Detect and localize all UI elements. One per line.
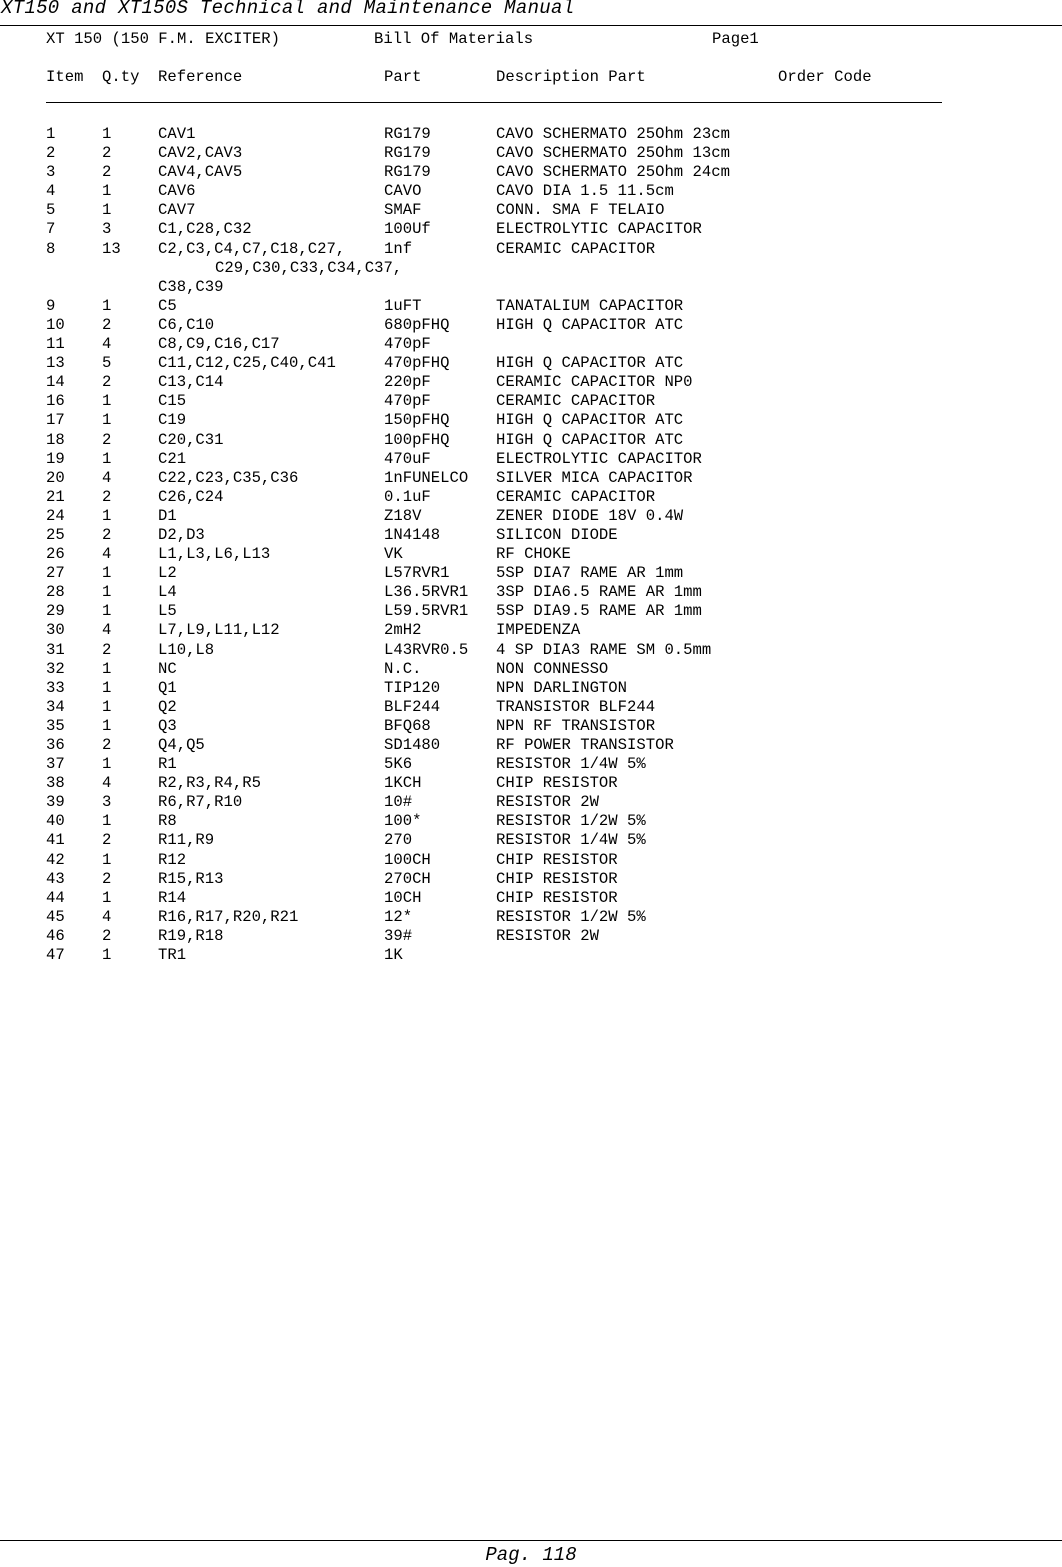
cell-item: 13	[46, 354, 65, 373]
cell-part: TIP120	[384, 678, 441, 697]
cell-qty: 2	[102, 831, 112, 850]
cell-qty: 1	[102, 678, 112, 697]
cell-description: 5SP DIA9.5 RAME AR 1mm	[496, 602, 702, 621]
cell-reference: C19	[158, 411, 187, 430]
cell-qty: 1	[102, 564, 112, 583]
cell-qty: 4	[102, 621, 112, 640]
table-row	[0, 812, 1062, 831]
cell-description: CONN. SMA F TELAIO	[496, 201, 665, 220]
cell-qty: 1	[102, 182, 112, 201]
cell-reference: R8	[158, 812, 177, 831]
bom-assembly-name: XT 150 (150 F.M. EXCITER)	[46, 30, 280, 48]
cell-qty: 1	[102, 946, 112, 965]
cell-description: RESISTOR 1/2W 5%	[496, 812, 646, 831]
table-row	[0, 564, 1062, 583]
cell-reference: CAV6	[158, 182, 196, 201]
cell-qty: 2	[102, 640, 112, 659]
cell-description: CERAMIC CAPACITOR	[496, 392, 656, 411]
bom-title: Bill Of Materials	[374, 30, 534, 48]
cell-reference: CAV2,CAV3	[158, 144, 243, 163]
cell-qty: 1	[102, 755, 112, 774]
cell-part: L43RVR0.5	[384, 640, 469, 659]
table-row	[0, 411, 1062, 430]
cell-reference: R15,R13	[158, 869, 224, 888]
table-row	[0, 641, 1062, 660]
cell-part: 1K	[384, 946, 403, 965]
cell-part: SMAF	[384, 201, 422, 220]
cell-item: 34	[46, 697, 65, 716]
cell-part: BFQ68	[384, 716, 431, 735]
cell-reference: C22,C23,C35,C36	[158, 468, 299, 487]
table-row	[0, 450, 1062, 469]
table-row	[0, 526, 1062, 545]
cell-item: 39	[46, 793, 65, 812]
cell-item: 37	[46, 755, 65, 774]
cell-description: 4 SP DIA3 RAME SM 0.5mm	[496, 640, 712, 659]
cell-qty: 3	[102, 793, 112, 812]
cell-part: L36.5RVR1	[384, 583, 469, 602]
cell-item: 5	[46, 201, 56, 220]
table-row	[0, 946, 1062, 965]
cell-description: NPN DARLINGTON	[496, 678, 628, 697]
cell-reference: D1	[158, 506, 177, 525]
cell-qty: 4	[102, 774, 112, 793]
cell-item: 42	[46, 850, 65, 869]
cell-qty: 2	[102, 736, 112, 754]
cell-reference: R14	[158, 888, 187, 907]
page-number: Pag. 118	[485, 1544, 577, 1566]
cell-description: CAVO SCHERMATO 25Ohm 13cm	[496, 144, 730, 163]
cell-part: 1KCH	[384, 774, 422, 793]
cell-item: 19	[46, 449, 65, 468]
cell-part: 1uFT	[384, 296, 422, 315]
cell-reference: L2	[158, 564, 177, 583]
cell-description: RF CHOKE	[496, 545, 571, 564]
cell-description: CAVO DIA 1.5 11.5cm	[496, 182, 674, 201]
cell-part: 100Uf	[384, 220, 431, 239]
table-row	[0, 908, 1062, 927]
cell-part: 470pFHQ	[384, 354, 450, 373]
table-row	[0, 488, 1062, 507]
cell-part: SD1480	[384, 736, 441, 754]
cell-qty: 1	[102, 812, 112, 831]
cell-qty: 1	[102, 506, 112, 525]
cell-part: 0.1uF	[384, 487, 431, 506]
cell-reference: L1,L3,L6,L13	[158, 545, 271, 564]
cell-item: 36	[46, 736, 65, 754]
cell-part: N.C.	[384, 659, 422, 678]
cell-item: 16	[46, 392, 65, 411]
cell-reference: C8,C9,C16,C17	[158, 335, 280, 354]
cell-description: CERAMIC CAPACITOR NP0	[496, 373, 693, 392]
cell-qty: 1	[102, 602, 112, 621]
table-row-continuation	[0, 278, 1062, 297]
cell-reference: Q2	[158, 697, 177, 716]
cell-item: 11	[46, 335, 65, 354]
cell-description: 5SP DIA7 RAME AR 1mm	[496, 564, 684, 583]
cell-reference: CAV7	[158, 201, 196, 220]
table-row	[0, 297, 1062, 316]
cell-part: 2mH2	[384, 621, 422, 640]
cell-qty: 2	[102, 144, 112, 163]
cell-item: 2	[46, 144, 56, 163]
table-row	[0, 851, 1062, 870]
cell-item: 7	[46, 220, 56, 239]
table-row	[0, 373, 1062, 392]
bom-table-body	[0, 125, 1062, 965]
cell-qty: 1	[102, 583, 112, 602]
cell-description: NON CONNESSO	[496, 659, 609, 678]
cell-description: ZENER DIODE 18V 0.4W	[496, 506, 684, 525]
cell-item: 40	[46, 812, 65, 831]
cell-reference: C5	[158, 296, 177, 315]
cell-reference: R12	[158, 850, 187, 869]
table-header	[0, 68, 1062, 88]
cell-description: CERAMIC CAPACITOR	[496, 487, 656, 506]
table-row	[0, 793, 1062, 812]
column-header-part: Part	[384, 68, 422, 86]
cell-item: 21	[46, 487, 65, 506]
table-row	[0, 602, 1062, 621]
cell-description: RESISTOR 2W	[496, 926, 599, 945]
cell-reference: C21	[158, 449, 187, 468]
cell-qty: 2	[102, 430, 112, 449]
table-row	[0, 927, 1062, 946]
cell-qty: 2	[102, 525, 112, 544]
cell-item: 35	[46, 716, 65, 735]
table-row	[0, 469, 1062, 488]
cell-part: L59.5RVR1	[384, 602, 469, 621]
cell-item: 18	[46, 430, 65, 449]
cell-qty: 1	[102, 716, 112, 735]
cell-item: 25	[46, 525, 65, 544]
cell-qty: 2	[102, 487, 112, 506]
table-row	[0, 755, 1062, 774]
cell-description: CAVO SCHERMATO 25Ohm 23cm	[496, 125, 730, 143]
cell-item: 38	[46, 774, 65, 793]
cell-description: CAVO SCHERMATO 25Ohm 24cm	[496, 163, 730, 182]
table-row	[0, 125, 1062, 144]
table-row	[0, 431, 1062, 450]
cell-part: Z18V	[384, 506, 422, 525]
cell-part: RG179	[384, 144, 431, 163]
cell-qty: 4	[102, 545, 112, 564]
cell-item: 27	[46, 564, 65, 583]
cell-item: 3	[46, 163, 56, 182]
cell-reference: NC	[158, 659, 177, 678]
table-row	[0, 545, 1062, 564]
cell-description: CERAMIC CAPACITOR	[496, 239, 656, 258]
cell-part: 100pFHQ	[384, 430, 450, 449]
cell-item: 43	[46, 869, 65, 888]
table-row	[0, 889, 1062, 908]
cell-description: RESISTOR 1/4W 5%	[496, 755, 646, 774]
table-row	[0, 392, 1062, 411]
cell-qty: 1	[102, 392, 112, 411]
cell-description: HIGH Q CAPACITOR ATC	[496, 315, 684, 334]
header-divider	[46, 102, 942, 103]
cell-part: 150pFHQ	[384, 411, 450, 430]
cell-description: SILVER MICA CAPACITOR	[496, 468, 693, 487]
table-row	[0, 736, 1062, 755]
cell-reference: C2,C3,C4,C7,C18,C27,	[158, 239, 346, 258]
cell-reference: L7,L9,L11,L12	[158, 621, 280, 640]
cell-qty: 1	[102, 411, 112, 430]
cell-part: 100CH	[384, 850, 431, 869]
cell-part: 10CH	[384, 888, 422, 907]
cell-qty: 1	[102, 888, 112, 907]
table-row	[0, 240, 1062, 259]
cell-item: 1	[46, 125, 56, 143]
table-row	[0, 220, 1062, 239]
page-footer	[0, 1540, 1062, 1567]
cell-part: 12*	[384, 907, 413, 926]
cell-description: RESISTOR 1/4W 5%	[496, 831, 646, 850]
cell-description: HIGH Q CAPACITOR ATC	[496, 430, 684, 449]
table-row	[0, 698, 1062, 717]
cell-item: 44	[46, 888, 65, 907]
cell-item: 28	[46, 583, 65, 602]
cell-item: 30	[46, 621, 65, 640]
cell-reference: Q1	[158, 678, 177, 697]
cell-item: 29	[46, 602, 65, 621]
cell-description: 3SP DIA6.5 RAME AR 1mm	[496, 583, 702, 602]
cell-reference: C26,C24	[158, 487, 224, 506]
cell-qty: 2	[102, 869, 112, 888]
cell-qty: 2	[102, 315, 112, 334]
cell-part: 680pFHQ	[384, 315, 450, 334]
cell-reference: L4	[158, 583, 177, 602]
cell-description: CHIP RESISTOR	[496, 850, 618, 869]
cell-item: 26	[46, 545, 65, 564]
cell-reference: C6,C10	[158, 315, 215, 334]
column-header-order-code: Order Code	[778, 68, 872, 86]
cell-part: CAVO	[384, 182, 422, 201]
cell-qty: 1	[102, 296, 112, 315]
cell-reference: R1	[158, 755, 177, 774]
cell-reference: C20,C31	[158, 430, 224, 449]
cell-reference: R11,R9	[158, 831, 215, 850]
cell-part: 270CH	[384, 869, 431, 888]
cell-item: 9	[46, 296, 56, 315]
cell-description: CHIP RESISTOR	[496, 774, 618, 793]
cell-reference: C15	[158, 392, 187, 411]
cell-description: HIGH Q CAPACITOR ATC	[496, 411, 684, 430]
cell-item: 33	[46, 678, 65, 697]
cell-reference: R19,R18	[158, 926, 224, 945]
column-header-reference: Reference	[158, 68, 243, 86]
column-header-description: Description Part	[496, 68, 646, 86]
table-row	[0, 354, 1062, 373]
cell-item: 8	[46, 239, 56, 258]
cell-description: TANATALIUM CAPACITOR	[496, 296, 684, 315]
cell-part: 270	[384, 831, 413, 850]
cell-reference: C1,C28,C32	[158, 220, 252, 239]
cell-reference: R2,R3,R4,R5	[158, 774, 261, 793]
cell-reference: CAV4,CAV5	[158, 163, 243, 182]
cell-reference: Q4,Q5	[158, 736, 205, 754]
table-row	[0, 182, 1062, 201]
table-row	[0, 774, 1062, 793]
cell-description: NPN RF TRANSISTOR	[496, 716, 656, 735]
cell-item: 45	[46, 907, 65, 926]
cell-qty: 4	[102, 468, 112, 487]
cell-reference: CAV1	[158, 125, 196, 143]
column-header-qty: Q.ty	[102, 68, 140, 86]
table-row	[0, 717, 1062, 736]
cell-item: 17	[46, 411, 65, 430]
cell-part: 470pF	[384, 392, 431, 411]
table-row	[0, 507, 1062, 526]
cell-reference: TR1	[158, 946, 187, 965]
bom-title-row	[0, 30, 1062, 50]
cell-part: RG179	[384, 125, 431, 143]
cell-description: RESISTOR 2W	[496, 793, 599, 812]
cell-item: 41	[46, 831, 65, 850]
table-row	[0, 163, 1062, 182]
table-row	[0, 201, 1062, 220]
table-row	[0, 870, 1062, 889]
cell-description: CHIP RESISTOR	[496, 869, 618, 888]
cell-reference-continued: C38,C39	[158, 277, 224, 296]
cell-part: 470uF	[384, 449, 431, 468]
cell-qty: 3	[102, 220, 112, 239]
cell-part: 100*	[384, 812, 422, 831]
bom-page-label: Page1	[712, 30, 759, 48]
cell-description: IMPEDENZA	[496, 621, 581, 640]
cell-qty: 1	[102, 697, 112, 716]
cell-reference: D2,D3	[158, 525, 205, 544]
table-row	[0, 660, 1062, 679]
cell-reference: C13,C14	[158, 373, 224, 392]
table-row	[0, 621, 1062, 640]
manual-title: XT150 and XT150S Technical and Maintenance Manual	[1, 0, 575, 19]
cell-part: 1nFUNELCO	[384, 468, 469, 487]
cell-description: ELECTROLYTIC CAPACITOR	[496, 449, 702, 468]
cell-qty: 4	[102, 907, 112, 926]
cell-part: 5K6	[384, 755, 413, 774]
running-header	[0, 0, 1062, 26]
table-row	[0, 583, 1062, 602]
cell-reference: Q3	[158, 716, 177, 735]
cell-description: HIGH Q CAPACITOR ATC	[496, 354, 684, 373]
cell-item: 47	[46, 946, 65, 965]
cell-qty: 4	[102, 335, 112, 354]
cell-qty: 2	[102, 163, 112, 182]
cell-item: 31	[46, 640, 65, 659]
cell-qty: 1	[102, 850, 112, 869]
cell-qty: 1	[102, 201, 112, 220]
cell-description: SILICON DIODE	[496, 525, 618, 544]
cell-description: RESISTOR 1/2W 5%	[496, 907, 646, 926]
cell-description: RF POWER TRANSISTOR	[496, 736, 674, 754]
cell-part: 1nf	[384, 239, 413, 258]
cell-qty: 1	[102, 449, 112, 468]
cell-part: 10#	[384, 793, 413, 812]
column-header-item: Item	[46, 68, 84, 86]
cell-item: 10	[46, 315, 65, 334]
cell-item: 46	[46, 926, 65, 945]
cell-part: 470pF	[384, 335, 431, 354]
table-row	[0, 144, 1062, 163]
cell-part: BLF244	[384, 697, 441, 716]
cell-reference-continued: C29,C30,C33,C34,C37,	[215, 258, 403, 277]
cell-reference: C11,C12,C25,C40,C41	[158, 354, 336, 373]
table-row	[0, 679, 1062, 698]
cell-item: 4	[46, 182, 56, 201]
cell-part: 39#	[384, 926, 413, 945]
cell-item: 14	[46, 373, 65, 392]
cell-qty: 1	[102, 659, 112, 678]
cell-part: 220pF	[384, 373, 431, 392]
cell-description: CHIP RESISTOR	[496, 888, 618, 907]
cell-reference: L10,L8	[158, 640, 215, 659]
cell-reference: R16,R17,R20,R21	[158, 907, 299, 926]
cell-qty: 1	[102, 125, 112, 143]
cell-description: TRANSISTOR BLF244	[496, 697, 656, 716]
table-row	[0, 316, 1062, 335]
cell-reference: R6,R7,R10	[158, 793, 243, 812]
table-row-continuation	[0, 259, 1062, 278]
table-row	[0, 335, 1062, 354]
cell-item: 20	[46, 468, 65, 487]
cell-part: VK	[384, 545, 403, 564]
table-row	[0, 831, 1062, 850]
cell-part: L57RVR1	[384, 564, 450, 583]
cell-qty: 2	[102, 373, 112, 392]
cell-description: ELECTROLYTIC CAPACITOR	[496, 220, 702, 239]
cell-part: RG179	[384, 163, 431, 182]
cell-qty: 5	[102, 354, 112, 373]
cell-part: 1N4148	[384, 525, 441, 544]
cell-item: 24	[46, 506, 65, 525]
cell-qty: 13	[102, 239, 121, 258]
cell-item: 32	[46, 659, 65, 678]
cell-reference: L5	[158, 602, 177, 621]
cell-qty: 2	[102, 926, 112, 945]
